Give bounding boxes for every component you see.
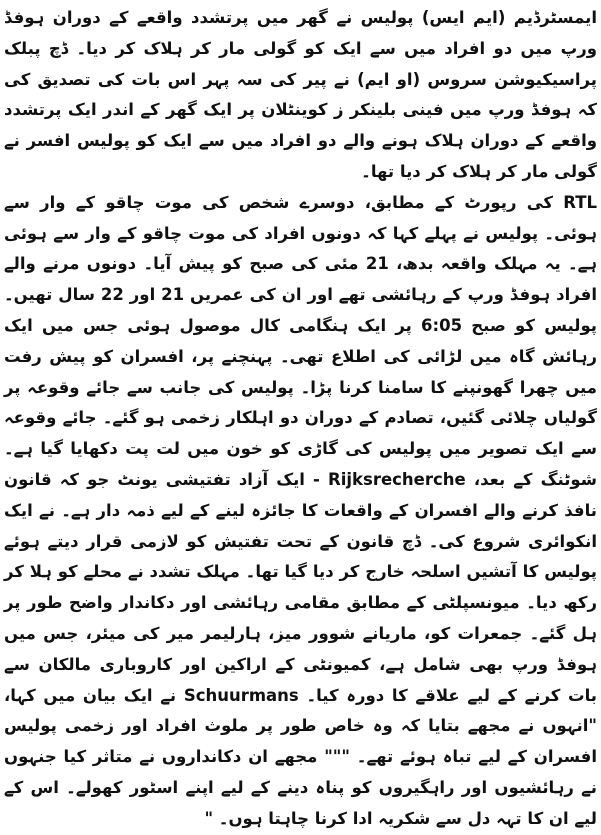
- article-paragraph-2: RTL کی رپورٹ کے مطابق، دوسرے شخص کی موت چاقو کے وار سے ہوئی۔ پولیس نے پہلے کہا کہ دونوں افراد کی موت چاقو کے وار سے ہوئی ہے۔ یہ مہلک واقعہ بدھ، 21 مئی کی صبح کو پیش آیا۔ دونوں مرنے والے افراد ہوفڈ ورپ کے رہائشی تھے اور ان کی عمریں 21 اور 22 سال تھیں۔ پولیس کو صبح 6:05 پر ایک ہنگامی کال موصول ہوئی جس میں ایک رہائش گاہ میں لڑائی کی اطلاع تھی۔ پہنچنے پر، افسران کو پیش رفت میں چھرا گھونپنے کا سامنا کرنا پڑا۔ پولیس کی جانب سے جائے وقوعہ پر گولیاں چلائی گئیں، تصادم کے دوران دو اہلکار زخمی ہو گئے۔ جائے وقوعہ سے ایک تصویر میں پولیس کی گاڑی کو خون میں لت پت دکھایا گیا ہے۔ شوٹنگ کے بعد، Rijksrecherche - ایک آزاد تفتیشی یونٹ جو کہ قانون نافذ کرنے والے افسران کے واقعات کا جائزہ لینے کے لیے ذمہ دار ہے۔ نے ایک انکوائری شروع کی۔ ڈچ قانون کے تحت تفتیش کو لازمی قرار دیتے ہوئے پولیس کا آتشیں اسلحہ خارج کر دیا گیا تھا۔ مہلک تشدد نے محلے کو ہلا کر رکھ دیا۔ میونسپلٹی کے مطابق مقامی رہائشی اور دکاندار واضح طور پر ہل گئے۔ جمعرات کو، ماریانے شوور میز، ہارلیمر میر کی میئر، جس میں ہوفڈ ورپ بھی شامل ہے، کمیونٹی کے اراکین اور کاروباری مالکان سے بات کرنے کے لیے علاقے کا دورہ کیا۔ Schuurmans نے ایک بیان میں کہا، "انہوں نے مجھے بتایا کہ وہ خاص طور پر ملوث افراد اور زخمی پولیس افسران کے لیے تباہ ہوئے تھے۔ """ مجھے ان دکانداروں نے متاثر کیا جنہوں نے رہائشیوں اور راہگیروں کو پناہ دینے کے لیے اپنے اسٹور کھولے۔ اس کے لیے ان کا تہہ دل سے شکریہ ادا کرنا چاہتا ہوں۔ ": [4, 192, 597, 828]
- article-paragraph-1: ایمسٹرڈیم (ایم ایس) پولیس نے گھر میں پرتشدد واقعے کے دوران ہوفڈ ورپ میں دو افراد میں سے ایک کو گولی مار کر ہلاک کر دیا۔ ڈچ پبلک پراسیکیوشن سروس (او ایم) نے پیر کی سہ پہر اس بات کی تصدیق کی کہ ہوفڈ ورپ میں فینی بلینکر ز کوینٹلان پر ایک گھر کے اندر ایک پرتشدد واقعے کے دوران ہلاک ہونے والے دو افراد میں سے ایک کو پولیس افسر نے گولی مار کر ہلاک کر دیا تھا۔: [4, 8, 597, 181]
- article-text: [4, 3, 597, 828]
